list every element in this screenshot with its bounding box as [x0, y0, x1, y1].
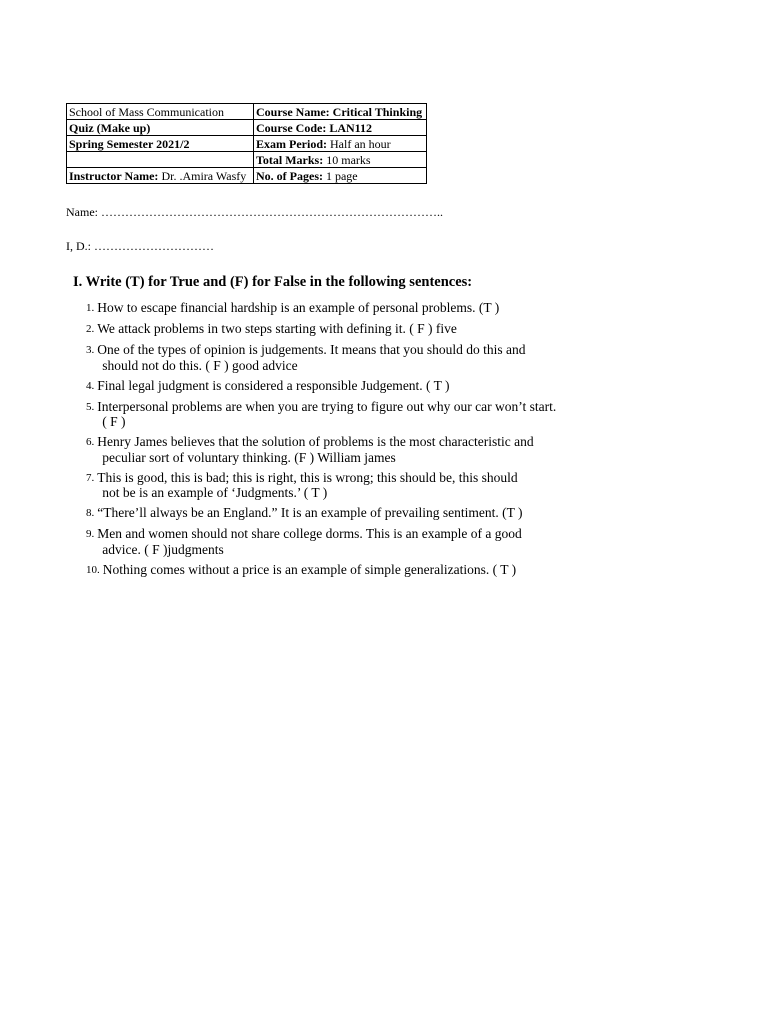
course-code-cell — [254, 120, 427, 136]
list-item — [86, 505, 592, 522]
semester: Spring Semester 2021/2 — [69, 136, 190, 151]
question-line-continued: peculiar sort of voluntary thinking. (F ) William james — [102, 449, 396, 465]
course-code-value: LAN112 — [326, 120, 373, 135]
list-item — [86, 526, 592, 557]
total-marks-label: Total Marks: — [256, 152, 324, 167]
question-number: 6. — [86, 436, 95, 448]
list-item — [86, 378, 592, 395]
question-line: Final legal judgment is considered a responsible Judgement. ( T ) — [97, 377, 450, 393]
question-line-continued: not be is an example of ‘Judgments.’ ( T ) — [102, 485, 328, 500]
question-line: Henry James believes that the solution of problems is the most characteristic and — [97, 434, 534, 449]
question-text — [97, 300, 592, 317]
list-item — [86, 342, 592, 373]
question-line-continued: should not do this. ( F ) good advice — [102, 357, 298, 373]
name-field[interactable]: Name: ………………………………………………………………………….. — [66, 205, 443, 219]
list-item — [86, 399, 592, 430]
question-number: 1. — [86, 302, 95, 314]
question-number: 7. — [86, 471, 95, 484]
question-line: One of the types of opinion is judgements. It means that you should do this and — [97, 342, 526, 357]
course-name-value: Critical Thinking — [329, 104, 423, 119]
id-field[interactable]: I, D.: ………………………… — [66, 239, 214, 253]
pages-cell — [254, 168, 427, 184]
table-row — [67, 168, 427, 184]
instructor-label: Instructor Name: — [69, 168, 159, 183]
course-code-label: Course Code: — [256, 120, 327, 135]
question-text — [97, 505, 592, 522]
question-line-continued: advice. ( F )judgments — [102, 541, 224, 557]
question-text — [103, 562, 592, 579]
question-number: 5. — [86, 400, 95, 413]
list-item — [86, 562, 592, 579]
table-row — [67, 104, 427, 120]
total-marks-value: 10 marks — [323, 152, 371, 167]
course-info-table — [66, 103, 427, 184]
list-item — [86, 321, 592, 338]
table-row — [67, 136, 427, 152]
section-title: I. Write (T) for True and (F) for False in the following sentences: — [73, 274, 473, 290]
total-marks-cell — [254, 152, 427, 168]
list-item — [86, 434, 592, 465]
exam-period-value: Half an hour — [327, 136, 391, 151]
school-name: School of Mass Communication — [69, 104, 224, 119]
instructor-cell — [67, 168, 254, 184]
list-item — [86, 300, 592, 317]
question-text — [97, 470, 592, 501]
table-row — [67, 120, 427, 136]
question-text — [97, 526, 592, 557]
question-line: Men and women should not share college dorms. This is an example of a good — [97, 526, 522, 541]
exam-period-cell — [254, 136, 427, 152]
quiz-type: Quiz (Make up) — [69, 120, 151, 135]
question-number: 10. — [86, 563, 100, 576]
empty-cell — [67, 152, 254, 168]
question-number: 2. — [86, 323, 95, 335]
question-line-continued: ( F ) — [102, 414, 126, 429]
semester-cell — [67, 136, 254, 152]
question-text — [97, 378, 592, 395]
question-text — [97, 321, 592, 338]
question-text — [97, 434, 592, 465]
question-line: “There’ll always be an England.” It is an example of prevailing sentiment. (T ) — [97, 505, 523, 520]
list-item — [86, 470, 592, 501]
course-name-label: Course Name: — [256, 104, 330, 119]
pages-label: No. of Pages: — [256, 168, 323, 183]
question-number: 8. — [86, 507, 95, 519]
instructor-value: Dr. .Amira Wasfy — [158, 168, 247, 183]
question-line: How to escape financial hardship is an example of personal problems. (T ) — [97, 300, 500, 315]
question-list — [86, 300, 592, 583]
question-line: We attack problems in two steps starting with defining it. ( F ) five — [97, 321, 457, 336]
question-text — [97, 399, 592, 430]
pages-value: 1 page — [322, 168, 358, 183]
question-line: Nothing comes without a price is an example of simple generalizations. ( T ) — [102, 561, 517, 577]
question-line: This is good, this is bad; this is right, this is wrong; this should be, this should — [97, 469, 518, 485]
question-line: Interpersonal problems are when you are trying to figure out why our car won’t start. — [97, 398, 557, 414]
question-number: 3. — [86, 344, 95, 356]
question-number: 9. — [86, 528, 95, 540]
exam-period-label: Exam Period: — [256, 136, 327, 151]
table-row — [67, 152, 427, 168]
school-cell — [67, 104, 254, 120]
quiz-type-cell — [67, 120, 254, 136]
course-name-cell — [254, 104, 427, 120]
question-text — [97, 342, 592, 373]
question-number: 4. — [86, 379, 95, 392]
